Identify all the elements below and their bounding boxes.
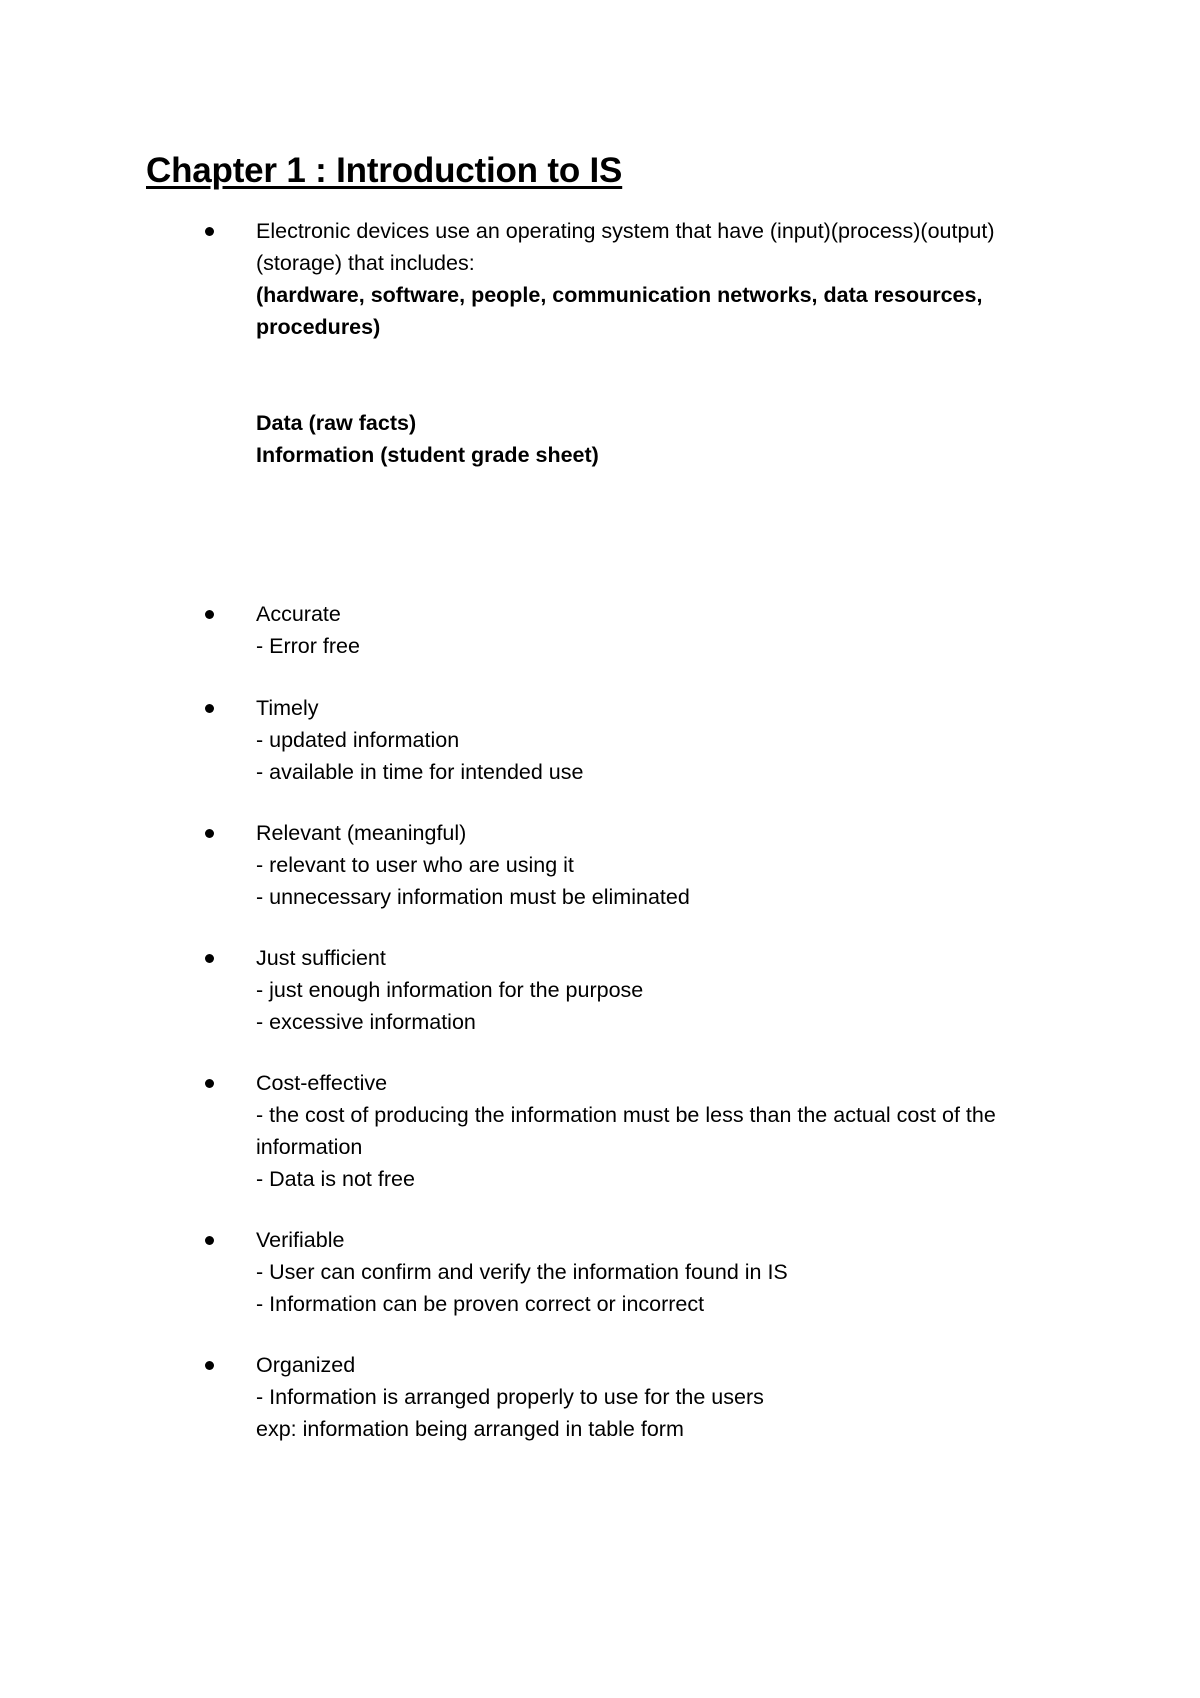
bullet-icon (205, 704, 214, 713)
characteristic-detail: - updated information (256, 728, 460, 752)
intro-line-1: Electronic devices use an operating system that have (input)(process)(output) (256, 219, 995, 243)
characteristic-verifiable (215, 1224, 1075, 1320)
intro-text (256, 215, 1075, 343)
characteristic-heading: Accurate (256, 602, 341, 626)
characteristic-detail: - unnecessary information must be eliminated (256, 885, 690, 909)
bullet-icon (205, 1361, 214, 1370)
data-definition: Data (raw facts) (256, 411, 417, 435)
characteristic-heading: Verifiable (256, 1228, 345, 1252)
characteristic-detail: - the cost of producing the information must be less than the actual cost of the (256, 1103, 996, 1127)
characteristic-timely (215, 692, 1075, 788)
characteristic-heading: Relevant (meaningful) (256, 821, 467, 845)
characteristic-detail: - excessive information (256, 1010, 476, 1034)
intro-line-2: (storage) that includes: (256, 251, 475, 275)
characteristic-detail: - Information is arranged properly to use for the users (256, 1385, 764, 1409)
bullet-icon (205, 954, 214, 963)
characteristic-heading: Just sufficient (256, 946, 386, 970)
characteristic-organized (215, 1349, 1075, 1445)
bullet-icon (205, 829, 214, 838)
characteristic-detail: exp: information being arranged in table form (256, 1417, 684, 1441)
intro-bullet (215, 215, 1075, 343)
characteristic-detail: - available in time for intended use (256, 760, 584, 784)
characteristic-detail: - Data is not free (256, 1167, 415, 1191)
bullet-icon (205, 1079, 214, 1088)
characteristic-detail: - Error free (256, 634, 360, 658)
characteristic-heading: Timely (256, 696, 319, 720)
characteristic-heading: Cost-effective (256, 1071, 388, 1095)
information-definition: Information (student grade sheet) (256, 443, 599, 467)
page-title: Chapter 1 : Introduction to IS (146, 151, 623, 190)
bullet-icon (205, 227, 214, 236)
characteristic-detail: information (256, 1135, 363, 1159)
components-line-2: procedures) (256, 315, 381, 339)
characteristic-detail: - relevant to user who are using it (256, 853, 574, 877)
characteristic-just-sufficient (215, 942, 1075, 1038)
characteristic-detail: - just enough information for the purpose (256, 978, 644, 1002)
bullet-icon (205, 610, 214, 619)
characteristic-accurate (215, 598, 1075, 662)
characteristic-detail: - User can confirm and verify the information found in IS (256, 1260, 788, 1284)
definitions (215, 407, 1075, 471)
bullet-icon (205, 1236, 214, 1245)
characteristic-heading: Organized (256, 1353, 356, 1377)
characteristic-cost-effective (215, 1067, 1075, 1195)
characteristic-detail: - Information can be proven correct or incorrect (256, 1292, 705, 1316)
components-line-1: (hardware, software, people, communication networks, data resources, (256, 283, 983, 307)
characteristic-relevant (215, 817, 1075, 913)
